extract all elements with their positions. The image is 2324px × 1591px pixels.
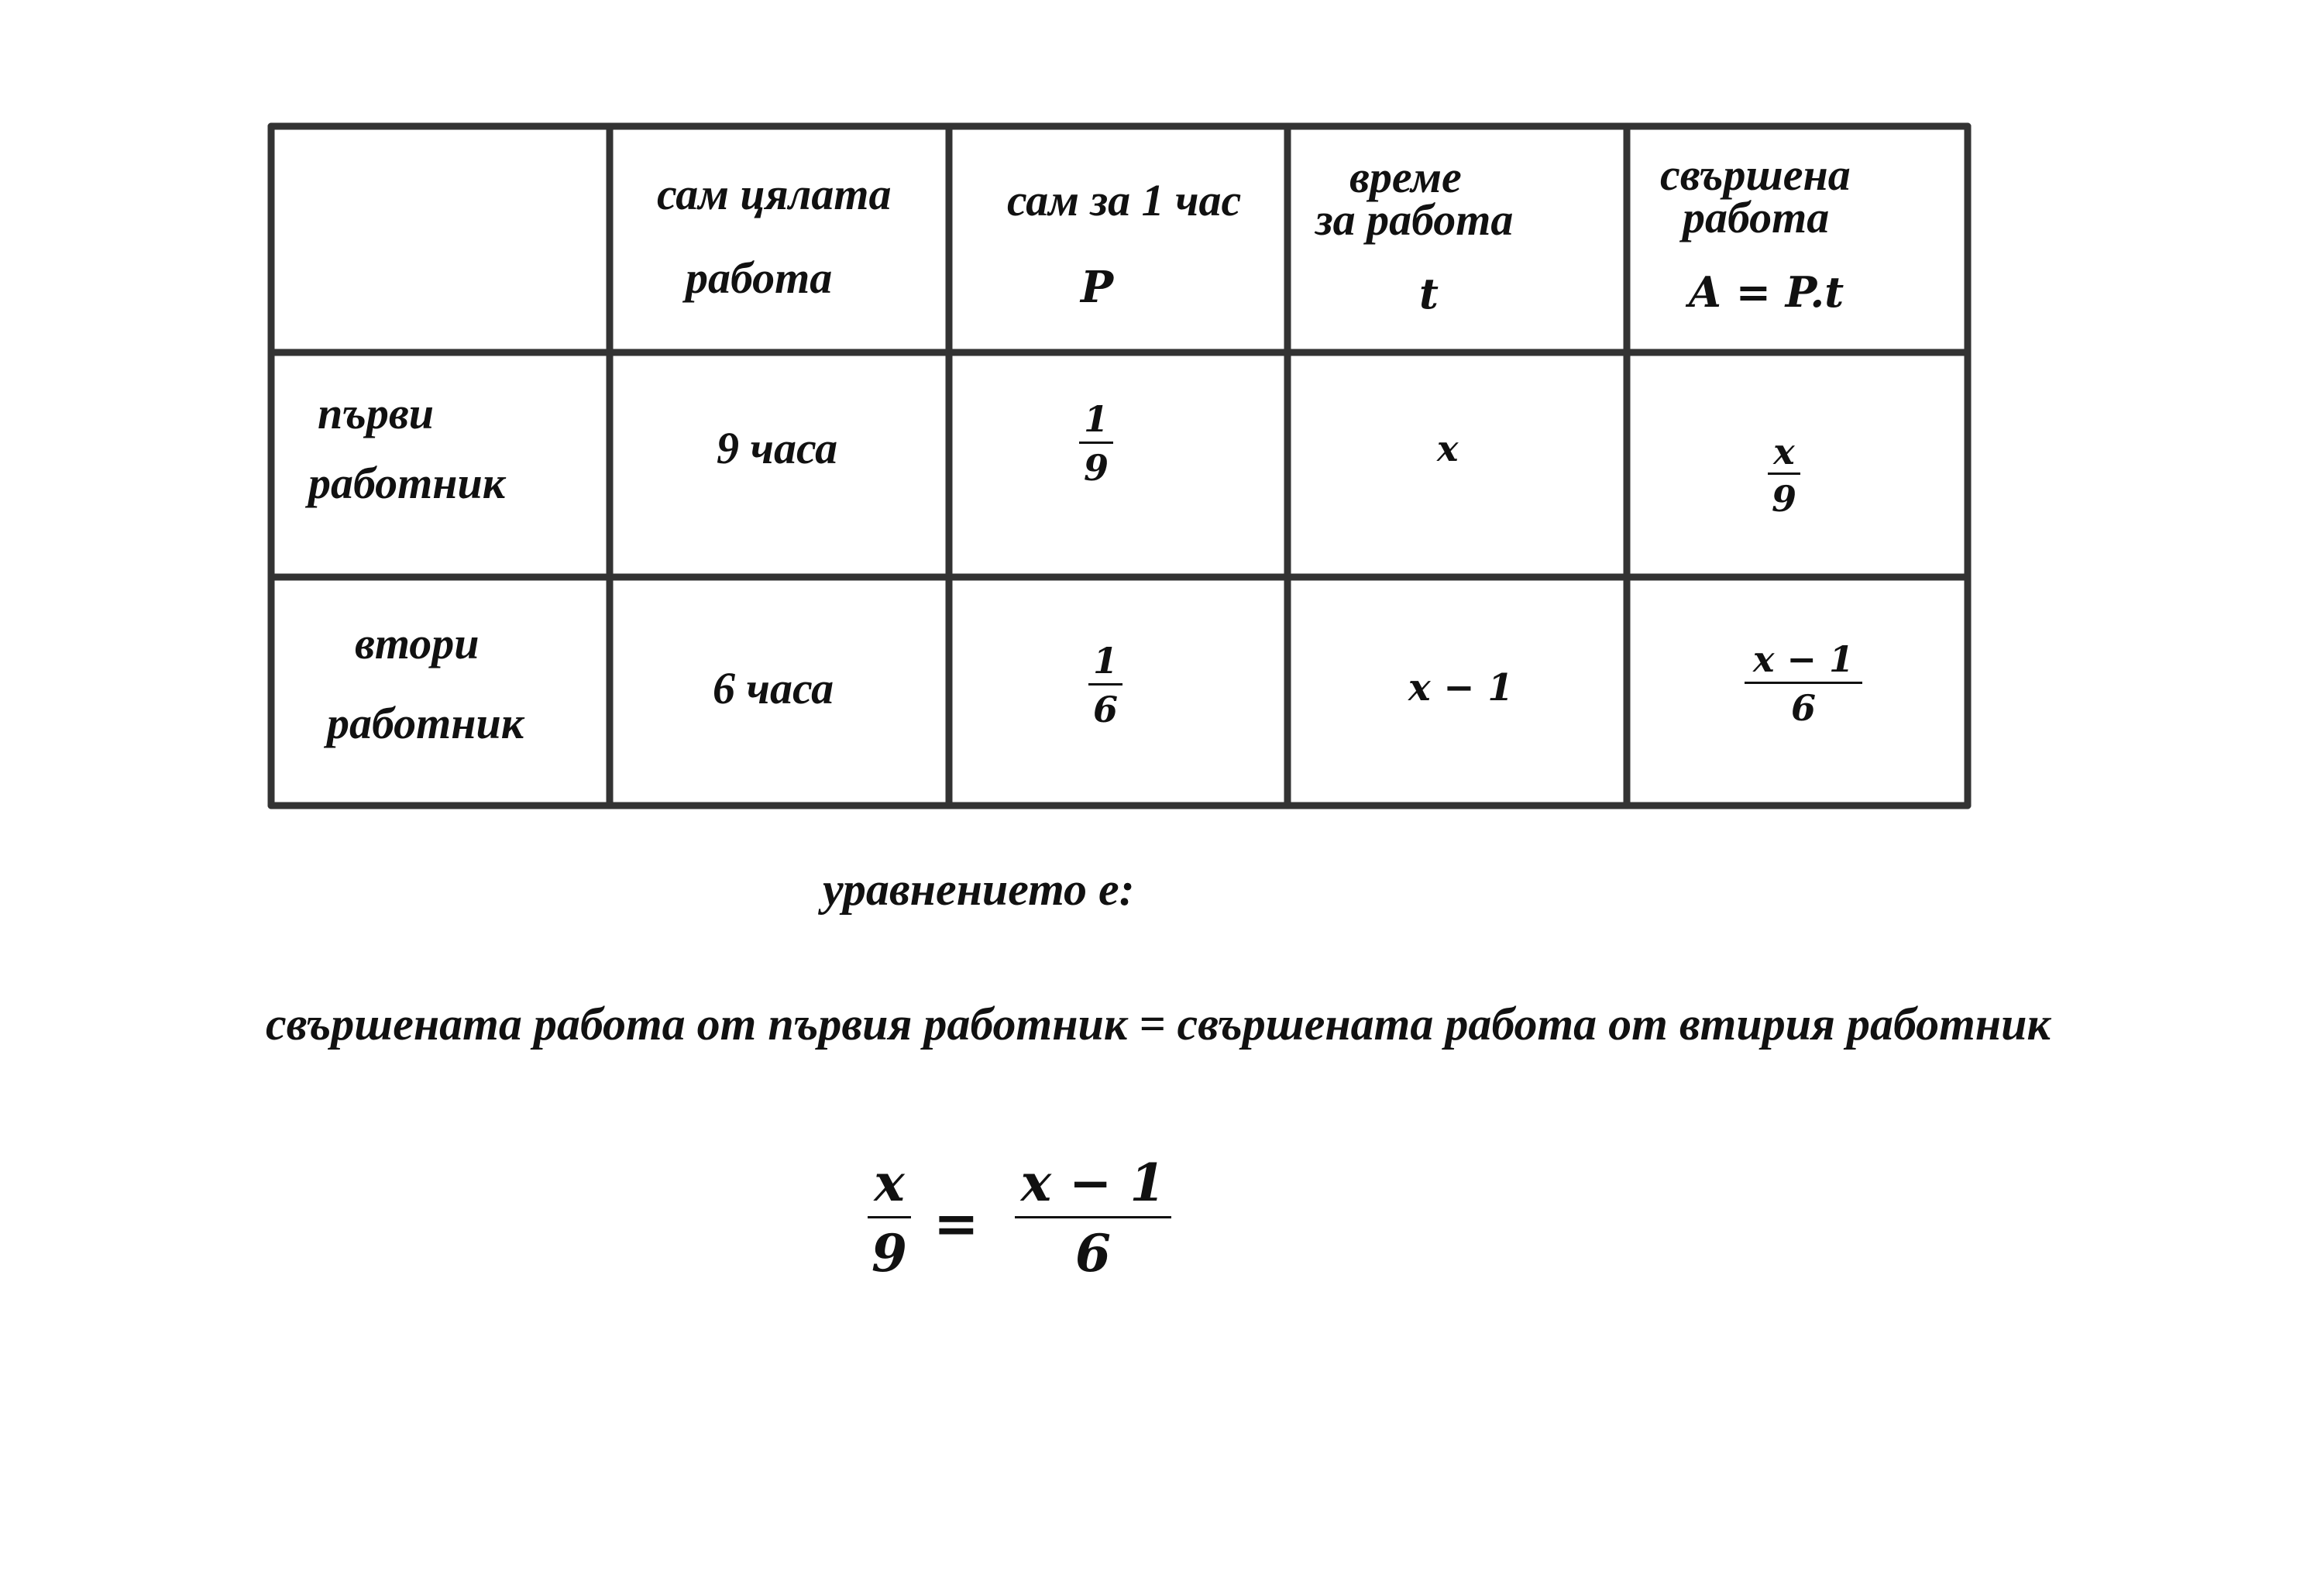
- row1-work-fraction: [1768, 431, 1800, 520]
- equation-left-numerator: x: [874, 1153, 905, 1213]
- equation-heading: уравнението е:: [823, 864, 1135, 915]
- row1-work-numerator: x: [1773, 431, 1795, 472]
- header-time-line1: време: [1349, 152, 1462, 202]
- row2-time: x − 1: [1408, 666, 1514, 710]
- row1-time: x: [1437, 428, 1459, 469]
- row1-rate-numerator: 1: [1083, 398, 1109, 440]
- row2-rate-fraction: [1088, 640, 1122, 730]
- row1-label-line1: първи: [318, 388, 434, 438]
- equation-right-numerator: x − 1: [1020, 1153, 1166, 1213]
- equation-right-denominator: 6: [1075, 1223, 1111, 1283]
- header-time-symbol: t: [1419, 269, 1439, 318]
- row2-time-alone: 6 часа: [713, 663, 834, 713]
- header-whole-work-line2: работа: [686, 253, 833, 303]
- header-done-work-line1: свършена: [1660, 149, 1851, 200]
- equation-equals-sign: =: [933, 1191, 979, 1256]
- row2-rate-denominator: 6: [1092, 689, 1118, 730]
- header-per-hour-symbol: P: [1081, 262, 1114, 313]
- row2-label-line1: втори: [355, 618, 480, 668]
- header-done-work-line2: работа: [1683, 192, 1830, 242]
- row2-work-numerator: x − 1: [1752, 638, 1854, 680]
- row1-rate-denominator: 9: [1083, 447, 1109, 489]
- row2-label-line2: работник: [327, 698, 524, 748]
- equation-right-fraction: [1015, 1153, 1171, 1283]
- row2-work-fraction: [1745, 638, 1862, 729]
- row2-rate-numerator: 1: [1092, 640, 1118, 682]
- row1-time-alone: 9 часа: [717, 423, 838, 473]
- row2-work-denominator: 6: [1790, 687, 1816, 729]
- equation-left-denominator: 9: [871, 1223, 907, 1283]
- header-whole-work-line1: сам цялата: [657, 169, 892, 219]
- equation-in-words: свършената работа от първия работник = свършената работа от втирия работник: [266, 998, 2051, 1050]
- header-done-work-formula: A = P.t: [1689, 267, 1844, 317]
- header-time-line2: за работа: [1315, 194, 1514, 245]
- row1-work-denominator: 9: [1771, 478, 1796, 520]
- row1-rate-fraction: [1079, 398, 1113, 489]
- header-per-hour-line1: сам за 1 час: [1007, 175, 1242, 225]
- row1-label-line2: работник: [308, 458, 506, 508]
- equation-left-fraction: [868, 1153, 911, 1283]
